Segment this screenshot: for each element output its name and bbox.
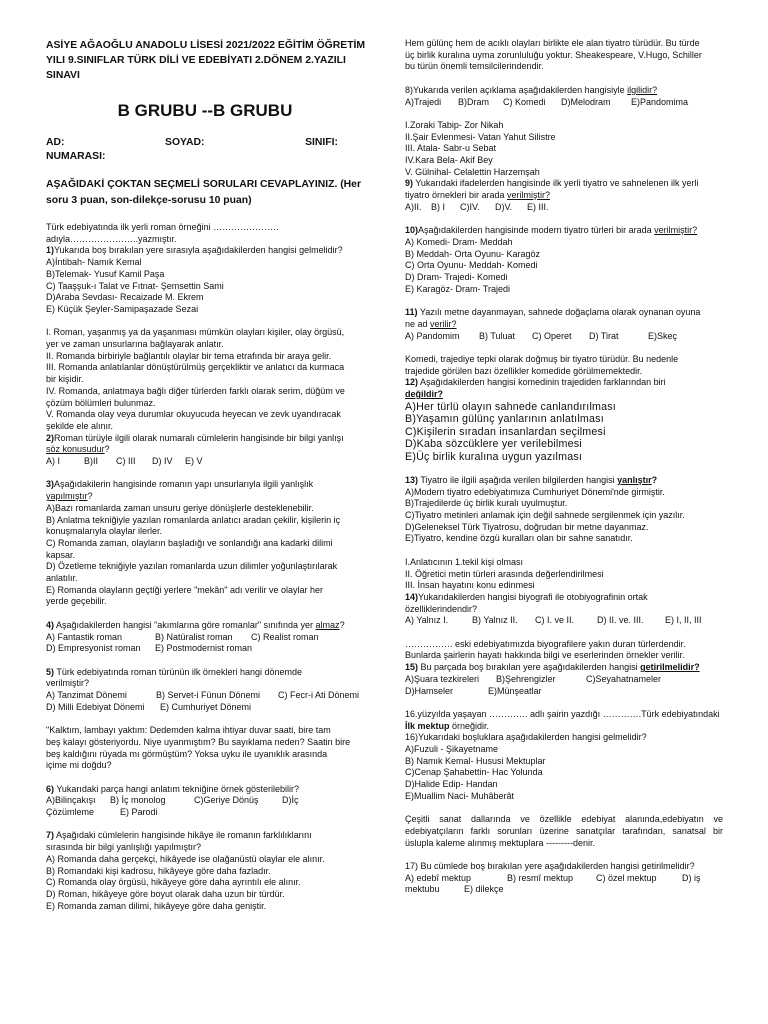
class-label: SINIFI: bbox=[305, 137, 338, 148]
q7-stem-text: Aşağıdaki cümlelerin hangisinde hikâye ile romanın farklılıklarını bbox=[54, 830, 312, 841]
q11-stem-2 bbox=[405, 319, 723, 331]
q10-option-b: B) Meddah- Orta Oyunu- Karagöz bbox=[405, 248, 541, 259]
q16-intro-1: 16.yüzyılda yaşayan …………. adlı şairin yazdığı ………….Türk edebiyatındaki bbox=[405, 708, 720, 719]
q14-option-d: D) II. ve. III. bbox=[597, 615, 644, 626]
q6-option-b: B) İç monolog bbox=[110, 795, 166, 806]
q1-stem-text: Yukarıda boş bırakılan yere sırasıyla aşağıdakilerden hangisi gelmelidir? bbox=[54, 245, 343, 256]
q5-stem-2: verilmiştir? bbox=[46, 678, 90, 689]
q11-stem-text-2: ne ad bbox=[405, 318, 431, 329]
q7-option-e: E) Romanda zaman dilimi, hikâyeye göre daha geniştir. bbox=[46, 900, 267, 911]
q8-option-e: E)Pandomima bbox=[631, 96, 689, 107]
q8-number: 8) bbox=[405, 84, 414, 95]
q1-number: 1) bbox=[46, 245, 55, 256]
q13-option-c: C)Tiyatro metinleri anlamak için değil sahnede sergilenmek için yazılır. bbox=[405, 510, 685, 521]
q8-options bbox=[405, 97, 723, 109]
q16-stem: 16)Yukarıdaki boşluklara aşağıdakilerden hangisi gelmelidir? bbox=[405, 732, 647, 743]
q13-option-a: A)Modern tiyatro edebiyatımıza Cumhuriyet Dönemi'nde girmiştir. bbox=[405, 486, 665, 497]
q15-options-row-1 bbox=[405, 674, 723, 686]
q13-number: 13) bbox=[405, 474, 419, 485]
q17-option-e: E) dilekçe bbox=[464, 884, 504, 895]
q11-option-e: E)Skeç bbox=[648, 330, 678, 341]
q13-stem-underlined: yanlıştır bbox=[617, 474, 652, 485]
q4-option-c: C) Realist roman bbox=[251, 631, 319, 642]
question-7 bbox=[46, 830, 364, 912]
q6-option-c: C)Geriye Dönüş bbox=[194, 795, 259, 806]
q6-options-row-2 bbox=[46, 807, 364, 819]
q10-stem-text: Aşağıdakilerden hangisinde modern tiyatro türleri bir arada bbox=[418, 225, 655, 236]
q17-options-row-1 bbox=[405, 873, 723, 885]
question-3 bbox=[46, 479, 364, 608]
q9-stem-text: Yukarıdaki ifadelerden hangisinde ilk yerli tiyatro ve sahnelenen ilk yerli bbox=[413, 178, 699, 189]
q15-option-b: B)Şehrengizler bbox=[496, 673, 556, 684]
q9-item-4: IV.Kara Bela- Akif Bey bbox=[405, 155, 493, 165]
q6-quote-1: "Kalktım, lambayı yaktım: Dedemden kalma ihtiyar duvar saati, bire tam bbox=[46, 725, 331, 736]
q3-option-b1: B) Anlatma tekniğiyle yazılan romanlarda anlatıcı aradan çekilir, kişilerin iç bbox=[46, 514, 341, 525]
question-17 bbox=[405, 814, 723, 896]
q17-option-a: A) edebî mektup bbox=[405, 872, 472, 883]
q10-option-d: D) Dram- Trajedi- Komedi bbox=[405, 272, 508, 283]
q15-stem bbox=[405, 662, 723, 674]
q16-option-e: E)Muallim Naci- Muhâberât bbox=[405, 790, 515, 801]
q17-stem: 17) Bu cümlede boş bırakılan yere aşağıdakilerden hangisi getirilmelidir? bbox=[405, 861, 695, 872]
q12-option-b: B)Yaşamın gülünç yanlarının anlatılması bbox=[405, 413, 604, 426]
q8-stem-underlined: ilgilidir? bbox=[627, 84, 658, 95]
header-line-2: YILI 9.SINIFLAR TÜRK DİLİ VE EDEBİYATI 2.DÖNEM 2.YAZILI bbox=[46, 55, 346, 66]
q4-options-row-1 bbox=[46, 632, 364, 644]
q3-stem bbox=[46, 479, 364, 491]
q5-options-row-1 bbox=[46, 690, 364, 702]
q2-statement-4a: IV. Romanda, anlatmaya bağlı diğer türlerden farklı olarak serim, düğüm ve bbox=[46, 385, 345, 396]
q3-stem-underlined: yapılmıştır bbox=[46, 491, 88, 502]
q9-item-5: V. Gülnihal- Celalettin Harzemşah bbox=[405, 166, 540, 177]
instructions-line-2: soru 3 puan, son-dilekçe-sorusu 10 puan) bbox=[46, 195, 252, 206]
q15-stem-underlined: getirilmelidir? bbox=[640, 662, 700, 673]
q3-option-a: A)Bazı romanlarda zaman unsuru geriye dönüşlerle desteklenebilir. bbox=[46, 502, 314, 513]
q9-stem-2 bbox=[405, 190, 723, 202]
question-5 bbox=[46, 667, 364, 714]
q2-stem-end: ? bbox=[104, 444, 110, 455]
q10-stem-underlined: verilmiştir? bbox=[654, 225, 698, 236]
q15-intro-1: ……………. eski edebiyatımızda biyografilere yakın duran türlerdendir. bbox=[405, 638, 686, 649]
q9-item-3: III. Atala- Sabr-u Sebat bbox=[405, 143, 497, 154]
q8-option-d: D)Melodram bbox=[561, 96, 611, 107]
q15-intro-2: Bunlarda şairlerin hayatı hakkında bilgi ve eserlerinden örnekler verilir. bbox=[405, 650, 685, 661]
q15-number: 15) bbox=[405, 662, 419, 673]
q7-number: 7) bbox=[46, 830, 55, 841]
q14-option-c: C) I. ve II. bbox=[535, 615, 575, 626]
name-label: AD: bbox=[46, 137, 65, 148]
q3-option-b2: konuşmalarıyla olaylar ilerler. bbox=[46, 526, 163, 537]
question-16 bbox=[405, 709, 723, 803]
q2-option-b: B)II bbox=[84, 456, 99, 467]
q10-option-c: C) Orta Oyunu- Meddah- Komedi bbox=[405, 260, 538, 271]
q1-option-a: A)İntibah- Namık Kemal bbox=[46, 257, 142, 268]
question-15 bbox=[405, 639, 723, 698]
q1-option-b: B)Telemak- Yusuf Kamil Paşa bbox=[46, 268, 165, 279]
q14-stem-text: Yukarıdakilerden hangisi biyografi ile otobiyografinin ortak bbox=[418, 591, 648, 602]
group-title: B GRUBU --B GRUBU bbox=[117, 101, 293, 120]
q2-stem-2 bbox=[46, 444, 364, 456]
q13-stem-text: Tiyatro ile ilgili aşağıda verilen bilgilerden hangisi bbox=[418, 474, 618, 485]
q2-stem bbox=[46, 433, 364, 445]
q9-option-d: D)V. bbox=[495, 201, 513, 212]
question-6 bbox=[46, 725, 364, 819]
q12-stem bbox=[405, 377, 723, 389]
q11-options bbox=[405, 331, 723, 343]
q9-item-2: II.Şair Evlenmesi- Vatan Yahut Silistre bbox=[405, 131, 556, 142]
q17-intro-1: Çeşitli sanat dallarında ve özellikle edebiyat alanında,edebiyatın ve bbox=[405, 814, 723, 825]
q3-option-d2: anlatılır. bbox=[46, 573, 78, 584]
q3-option-d1: D) Özetleme tekniğiyle yazılan romanlarda uzun dilimler yoğunlaştırılarak bbox=[46, 561, 338, 572]
q6-quote-2: beş kalayı gösteriyordu. Niye uyanmıştım? Bu sayıklama neden? Saatin bire bbox=[46, 736, 351, 747]
q15-option-a: A)Şuara tezkireleri bbox=[405, 673, 480, 684]
q5-option-d: D) Milli Edebiyat Dönemi bbox=[46, 701, 145, 712]
q7-option-a: A) Romanda daha gerçekçi, hikâyede ise olağanüstü olaylar ele alınır. bbox=[46, 853, 325, 864]
q14-stem-2: özelliklerindendir? bbox=[405, 603, 478, 614]
q6-options-row-1 bbox=[46, 795, 364, 807]
q9-option-b: B) I bbox=[431, 201, 446, 212]
q14-options bbox=[405, 615, 723, 627]
q10-stem bbox=[405, 225, 723, 237]
q9-stem-text-2: tiyatro örnekleri bir arada bbox=[405, 190, 508, 201]
question-10 bbox=[405, 225, 723, 295]
q9-stem bbox=[405, 178, 723, 190]
q6-number: 6) bbox=[46, 783, 55, 794]
q2-statement-5b: şekilde ele alınır. bbox=[46, 420, 114, 431]
q2-statement-3a: III. Romanda anlatılanlar dönüştürülmüş gerçekliktir ve anlatıcı da kurmaca bbox=[46, 362, 345, 373]
q15-stem-text: Bu parçada boş bırakılan yere aşağıdakilerden hangisi bbox=[418, 662, 641, 673]
q7-stem bbox=[46, 830, 364, 842]
q14-statement-3: III. İnsan hayatını konu edinmesi bbox=[405, 580, 535, 591]
q11-option-d: D) Tirat bbox=[589, 330, 619, 341]
q4-option-e: E) Postmodernist roman bbox=[155, 643, 253, 654]
q13-option-b: B)Trajedilerde üç birlik kuralı uyulmuştur. bbox=[405, 498, 568, 509]
q5-option-a: A) Tanzimat Dönemi bbox=[46, 690, 127, 701]
q12-stem-underlined: değildir? bbox=[405, 389, 443, 400]
q5-options-row-2 bbox=[46, 702, 364, 714]
question-13 bbox=[405, 475, 723, 545]
q9-option-c: C)IV. bbox=[460, 201, 480, 212]
q1-option-d: D)Araba Sevdası- Recaizade M. Ekrem bbox=[46, 292, 204, 303]
q1-intro-1: Türk edebiyatında ilk yerli roman örneğini …………………. bbox=[46, 222, 279, 232]
q12-option-a: A)Her türlü olayın sahnede canlandırılması bbox=[405, 400, 616, 413]
q8-intro-3: bu türün önemli temsilcilerindendir. bbox=[405, 61, 544, 72]
q3-stem-2 bbox=[46, 491, 364, 503]
q2-statement-1b: yer ve zaman unsurlarına bağlayarak anlatır. bbox=[46, 339, 224, 350]
q8-stem-text: Yukarıda verilen açıklama aşağıdakilerden hangisiyle bbox=[413, 84, 628, 95]
q10-option-a: A) Komedi- Dram- Meddah bbox=[405, 236, 513, 247]
q3-option-e2: yerde geçebilir. bbox=[46, 596, 107, 607]
q12-intro-2: trajedide görülen bazı özellikler komedide görülmemektedir. bbox=[405, 365, 643, 376]
instructions bbox=[46, 177, 364, 209]
q2-statement-5a: V. Romanda olay veya durumlar okuyucuda heyecan ve zevk uyandıracak bbox=[46, 409, 341, 420]
q2-stem-underlined: söz konusudur bbox=[46, 444, 105, 455]
right-column bbox=[405, 38, 723, 896]
q9-stem-underlined: verilmiştir? bbox=[507, 190, 551, 201]
q7-option-d: D) Roman, hikâyeye göre boyut olarak daha uzun bir türdür. bbox=[46, 888, 285, 899]
q11-stem-text: Yazılı metne dayanmayan, sahnede doğaçlama olarak oynanan oyuna bbox=[417, 307, 701, 318]
q9-item-1: I.Zoraki Tabip- Zor Nikah bbox=[405, 119, 504, 130]
q3-number: 3) bbox=[46, 479, 55, 490]
q3-option-c2: kapsar. bbox=[46, 549, 76, 560]
instructions-line-1: AŞAĞIDAKİ ÇOKTAN SEÇMELİ SORULARI CEVAPLAYINIZ. (Her bbox=[46, 179, 362, 190]
q8-intro-1: Hem gülünç hem de acıklı olayları birlikte ele alan tiyatro türüdür. Bu türde bbox=[405, 38, 700, 48]
q17-option-d: D) iş bbox=[682, 872, 701, 883]
q14-stem bbox=[405, 592, 723, 604]
header-line-3: SINAVI bbox=[46, 70, 80, 81]
q7-option-b: B) Romandaki kişi kadrosu, hikâyeye göre daha fazladır. bbox=[46, 865, 271, 876]
q17-option-b: B) resmî mektup bbox=[507, 872, 574, 883]
q3-stem-end: ? bbox=[87, 491, 93, 502]
q2-stem-text: Roman türüyle ilgili olarak numaralı cümlelerin hangisinde bir bilgi yanlışı bbox=[54, 432, 344, 443]
q12-stem-text: Aşağıdakilerden hangisi komedinin trajediden farklarından biri bbox=[418, 377, 666, 388]
q5-stem-text: Türk edebiyatında roman türünün ilk örnekleri hangi dönemde bbox=[54, 666, 302, 677]
q2-option-c: C) III bbox=[116, 456, 136, 467]
q14-statement-1: I.Anlatıcının 1.tekil kişi olması bbox=[405, 556, 524, 567]
q12-option-d: D)Kaba sözcüklere yer verilebilmesi bbox=[405, 438, 582, 451]
q6-option-a: A)Bilinçakışı bbox=[46, 795, 96, 806]
q6-stem-text: Yukarıdaki parça hangi anlatım tekniğine örnek gösterilebilir? bbox=[54, 783, 299, 794]
question-8 bbox=[405, 38, 723, 108]
q14-option-b: B) Yalnız II. bbox=[472, 615, 518, 626]
q11-stem-underlined: verilir? bbox=[430, 318, 457, 329]
q4-option-d: D) Empresyonist roman bbox=[46, 643, 141, 654]
exam-header bbox=[46, 38, 364, 83]
q17-intro-3: üslupla kaleme alınmış mektuplara ---------denir. bbox=[405, 837, 596, 848]
q2-option-d: D) IV bbox=[152, 456, 173, 467]
q5-option-c: C) Fecr-i Ati Dönemi bbox=[278, 690, 360, 701]
q12-option-c: C)Kişilerin sıradan insanlardan seçilmesi bbox=[405, 425, 606, 438]
q15-option-c: C)Seyahatnameler bbox=[586, 673, 662, 684]
q1-stem bbox=[46, 245, 364, 257]
q1-option-c: C) Taaşşuk-ı Talat ve Fıtnat- Şemsettin Sami bbox=[46, 280, 224, 291]
q6-option-e: E) Parodi bbox=[120, 807, 158, 818]
q4-options-row-2 bbox=[46, 643, 364, 655]
q9-option-e: E) III. bbox=[527, 201, 549, 212]
q11-option-a: A) Pandomim bbox=[405, 330, 460, 341]
q16-option-c: C)Cenap Şahabettin- Hac Yolunda bbox=[405, 767, 543, 778]
q8-stem bbox=[405, 85, 723, 97]
q11-number: 11) bbox=[405, 307, 418, 318]
q10-number: 10) bbox=[405, 225, 419, 236]
q14-option-a: A) Yalnız I. bbox=[405, 615, 449, 626]
q9-option-a: A)II. bbox=[405, 201, 422, 212]
q16-intro-bold: İlk mektup bbox=[405, 720, 450, 731]
q4-stem-underlined: almaz bbox=[315, 619, 340, 630]
student-info-row bbox=[46, 136, 364, 150]
q14-option-e: E) I, II, III bbox=[665, 615, 702, 626]
q16-option-d: D)Halide Edip- Handan bbox=[405, 779, 498, 790]
q12-option-e: E)Üç birlik kuralına uygun yazılması bbox=[405, 450, 583, 463]
q1-option-e: E) Küçük Şeyler-Samipaşazade Sezai bbox=[46, 303, 199, 314]
q14-number: 14) bbox=[405, 591, 419, 602]
question-14 bbox=[405, 557, 723, 627]
question-9 bbox=[405, 120, 723, 214]
q17-intro-2: edebiyatçıların farklı sorunları üzerine sanatçılar tarafından, sanatsal bir bbox=[405, 825, 723, 836]
q4-option-a: A) Fantastik roman bbox=[46, 631, 123, 642]
q17-options-row-2 bbox=[405, 884, 723, 896]
q8-option-b: B)Dram bbox=[458, 96, 489, 107]
q11-option-b: B) Tuluat bbox=[479, 330, 516, 341]
question-4 bbox=[46, 620, 364, 655]
header-line-1: ASİYE AĞAOĞLU ANADOLU LİSESİ 2021/2022 EĞİTİM ÖĞRETİM bbox=[46, 40, 366, 51]
q5-option-b: B) Servet-i Fünun Dönemi bbox=[156, 690, 261, 701]
q7-stem-2: sırasında bir bilgi yanlışlığı yapılmıştır? bbox=[46, 842, 202, 853]
q15-option-e: E)Münşeatlar bbox=[488, 685, 542, 696]
q8-intro-2: üç birlik kuralına uyma zorunluluğu yoktur. Sheakespeare, V.Hugo, Schiller bbox=[405, 49, 702, 60]
q7-option-c: C) Romanda olay örgüsü, hikâyeye göre daha ayrıntılı ele alınır. bbox=[46, 877, 301, 888]
q11-stem bbox=[405, 307, 723, 319]
q2-statement-3b: bir kişidir. bbox=[46, 374, 84, 385]
q6-option-d: D)İç bbox=[282, 795, 299, 806]
q13-stem-end: ? bbox=[651, 474, 658, 485]
left-column bbox=[46, 38, 364, 912]
q17-option-d-cont: mektubu bbox=[405, 884, 440, 895]
q9-options bbox=[405, 202, 723, 214]
q3-stem-text: Aşağıdakilerin hangisinde romanın yapı unsurlarıyla ilgili yanlışlık bbox=[54, 479, 314, 490]
q2-statement-4b: çözüm bölümleri bulunmaz. bbox=[46, 397, 156, 408]
q2-option-a: A) I bbox=[46, 456, 61, 467]
q2-options bbox=[46, 456, 364, 468]
q2-option-e: E) V bbox=[185, 456, 203, 467]
q6-quote-4: içime mi doğdu? bbox=[46, 760, 112, 771]
q6-stem bbox=[46, 784, 364, 796]
q10-option-e: E) Karagöz- Dram- Trajedi bbox=[405, 283, 511, 294]
q11-option-c: C) Operet bbox=[532, 330, 572, 341]
q16-intro-2 bbox=[405, 721, 723, 733]
q17-option-c: C) özel mektup bbox=[596, 872, 657, 883]
q5-stem bbox=[46, 667, 364, 679]
q15-option-d: D)Hamseler bbox=[405, 685, 454, 696]
q13-option-d: D)Geleneksel Türk Tiyatrosu, doğrudan bir metne dayanmaz. bbox=[405, 521, 649, 532]
q2-statement-2: II. Romanda birbiriyle bağlantılı olaylar bir tema etrafında bir araya gelir. bbox=[46, 350, 332, 361]
q2-statement-1a: I. Roman, yaşanmış ya da yaşanması mümkün olayları kişiler, olay örgüsü, bbox=[46, 327, 345, 338]
q4-stem-end: ? bbox=[339, 619, 345, 630]
q16-intro-rest: örneğidir. bbox=[449, 720, 490, 731]
q3-option-e1: E) Romanda olayların geçtiği yerlere "mekân" adı verilir ve olaylar her bbox=[46, 584, 324, 595]
q2-number: 2) bbox=[46, 432, 55, 443]
surname-label: SOYAD: bbox=[165, 137, 205, 148]
question-11 bbox=[405, 307, 723, 342]
question-2 bbox=[46, 327, 364, 467]
question-1 bbox=[46, 222, 364, 316]
q6-quote-3: beş kaldığını rüyada mı görmüştüm? Yoksa uyku ile uyanıklık arasında bbox=[46, 748, 328, 759]
q12-intro-1: Komedi, trajediye tepki olarak doğmuş bir tiyatro türüdür. Bu nedenle bbox=[405, 353, 679, 364]
q5-number: 5) bbox=[46, 666, 55, 677]
q4-stem-text: Aşağıdakilerden hangisi "akımlarına göre romanlar" sınıfında yer bbox=[54, 619, 316, 630]
q9-number: 9) bbox=[405, 178, 414, 189]
question-12 bbox=[405, 354, 723, 463]
q4-option-b: B) Natüralist roman bbox=[155, 631, 233, 642]
q16-option-b: B) Namık Kemal- Hususi Mektuplar bbox=[405, 755, 546, 766]
q1-intro-2: adıyla…………………..yazmıştır. bbox=[46, 233, 177, 244]
q4-stem bbox=[46, 620, 364, 632]
q3-option-c1: C) Romanda zaman, olayların başladığı ve sonlandığı ana kadarki dilimi bbox=[46, 537, 333, 548]
q16-option-a: A)Fuzuli - Şikayetname bbox=[405, 744, 499, 755]
q8-option-a: A)Trajedi bbox=[405, 96, 442, 107]
q15-options-row-2 bbox=[405, 686, 723, 698]
q12-number: 12) bbox=[405, 377, 419, 388]
q6-option-d-cont: Çözümleme bbox=[46, 807, 95, 818]
q4-number: 4) bbox=[46, 619, 55, 630]
q14-statement-2: II. Öğretici metin türleri arasında değerlendirilmesi bbox=[405, 568, 604, 579]
q8-option-c: C) Komedi bbox=[503, 96, 546, 107]
q13-option-e: E)Tiyatro, kendine özgü kuralları olan bir sahne sanatıdır. bbox=[405, 533, 633, 544]
q13-stem bbox=[405, 475, 723, 487]
number-label: NUMARASI: bbox=[46, 151, 106, 162]
q5-option-e: E) Cumhuriyet Dönemi bbox=[160, 701, 252, 712]
